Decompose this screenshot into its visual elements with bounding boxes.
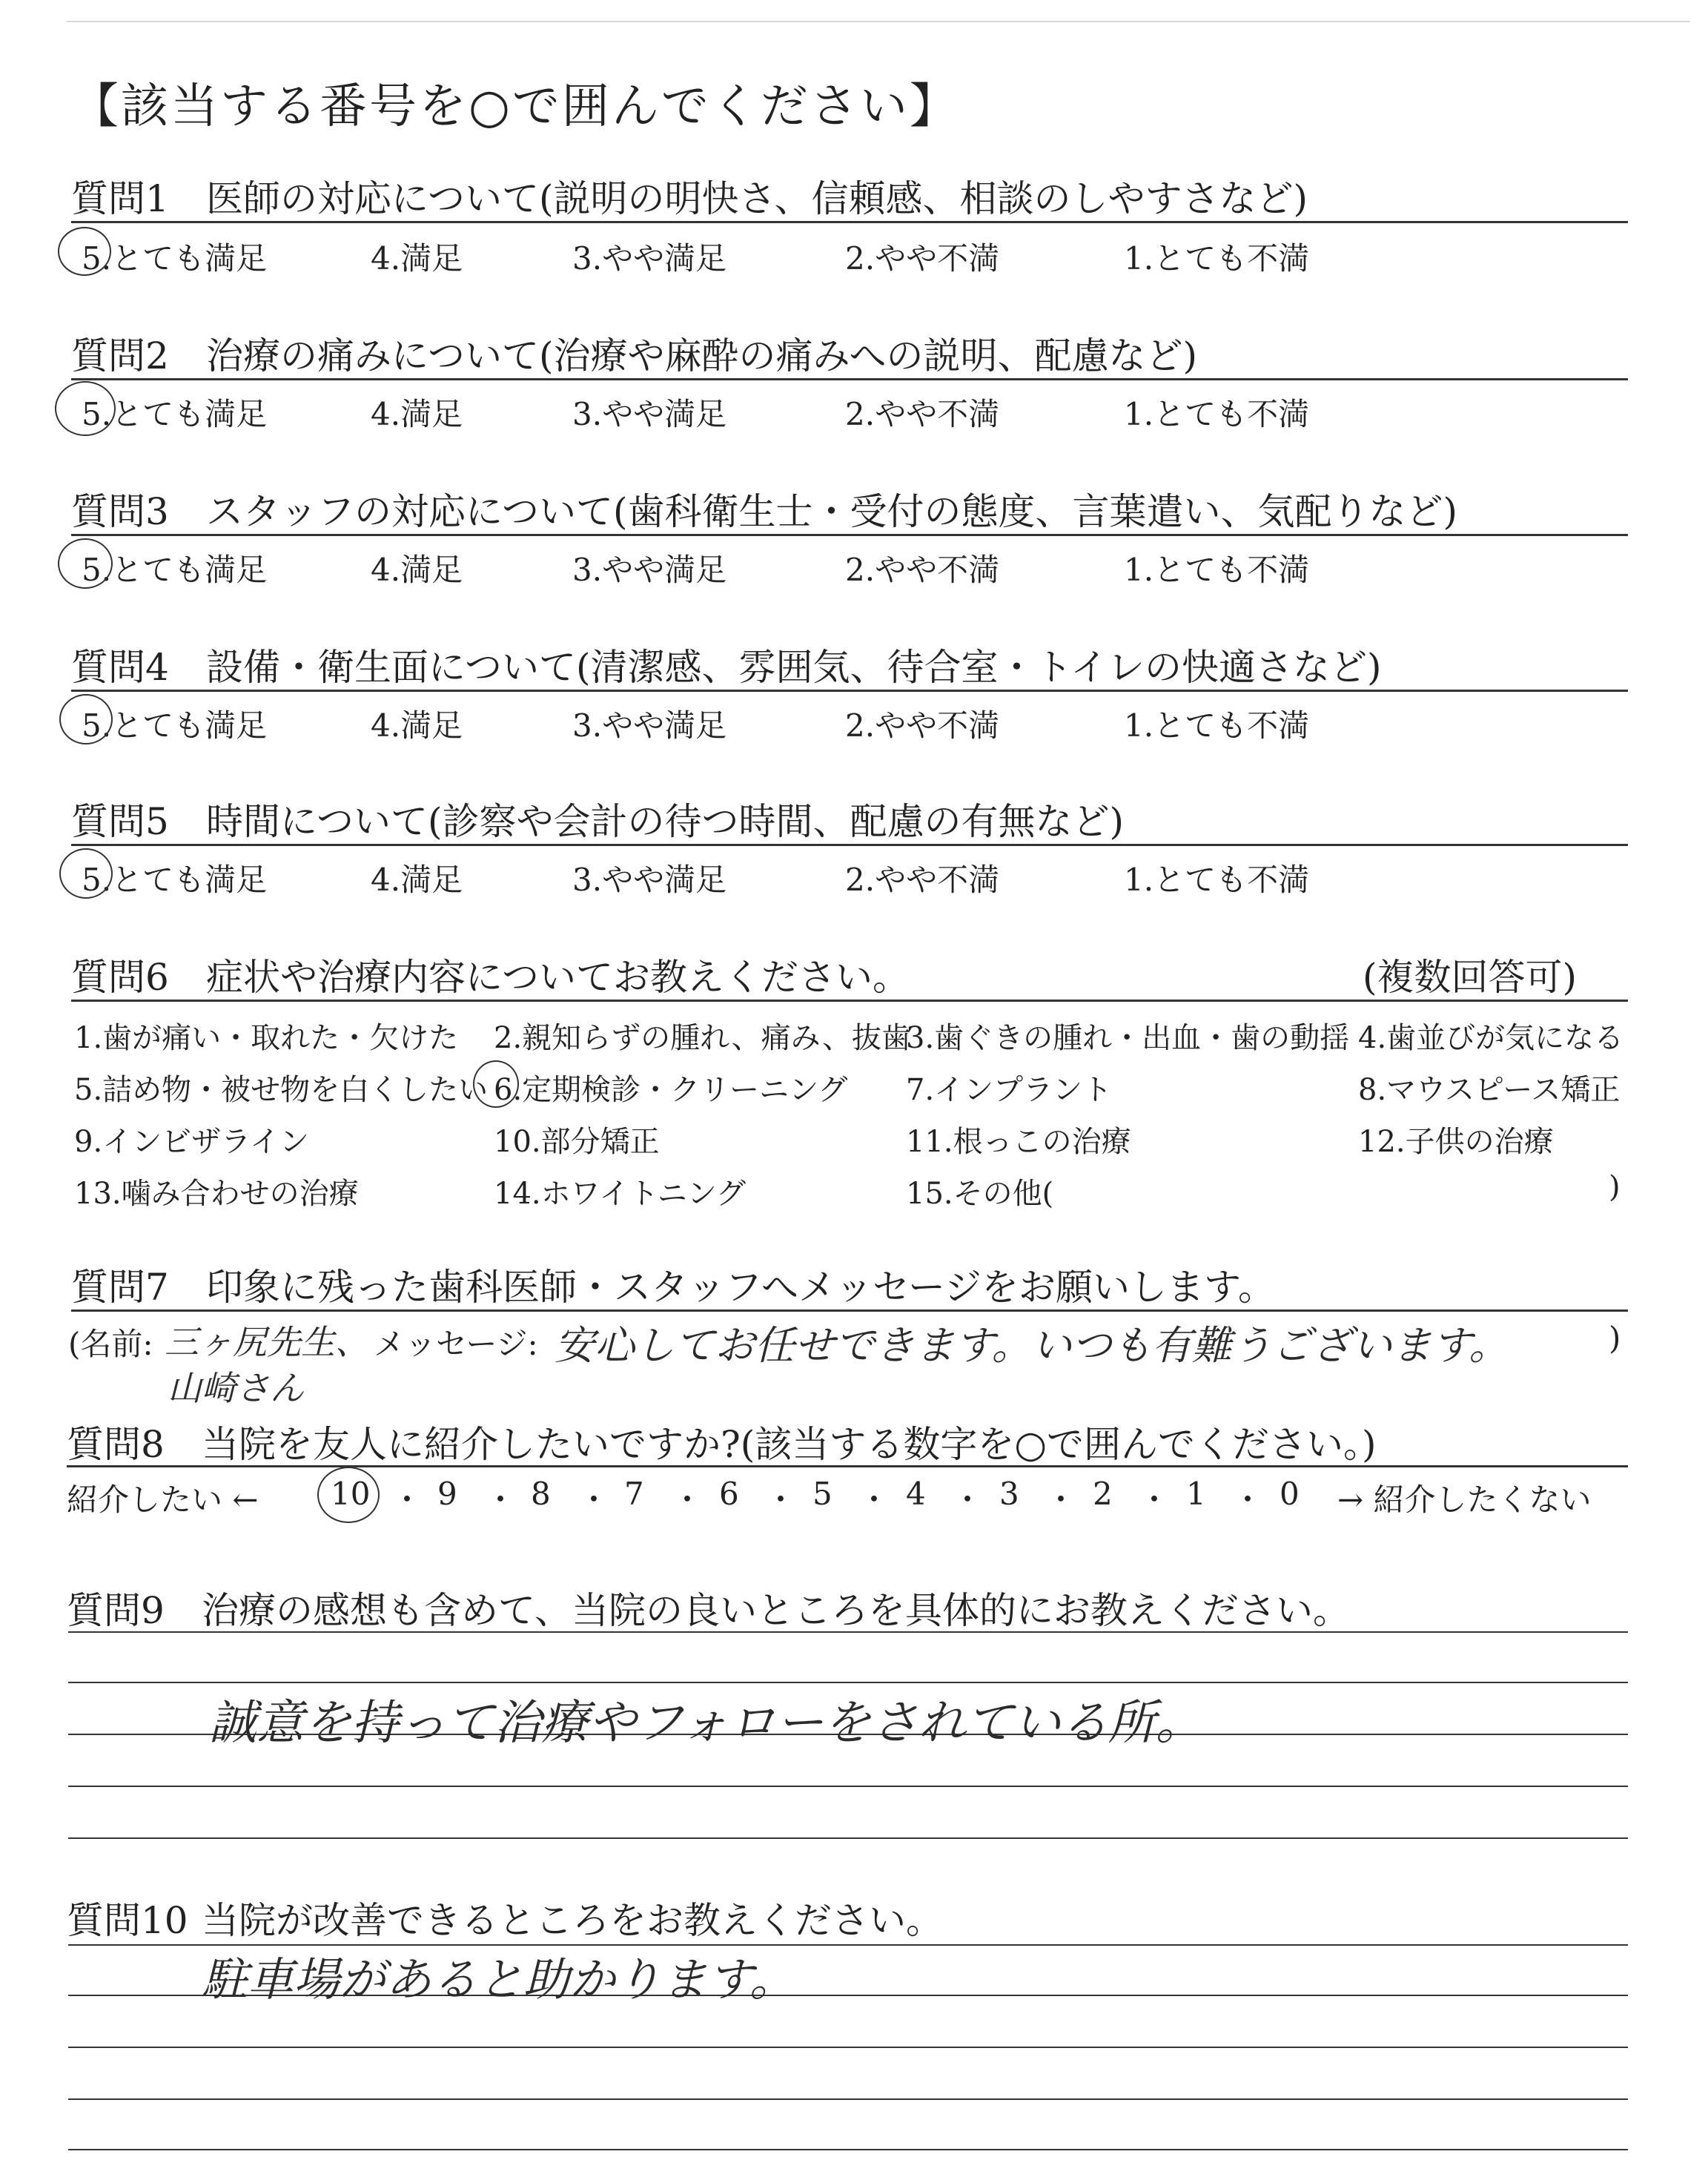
- page-title: 【該当する番号を○で囲んでください】: [71, 79, 959, 134]
- q9-rule-5: [68, 1837, 1628, 1839]
- q8-scale-3[interactable]: 3: [999, 1476, 1019, 1512]
- q1-text: 医師の対応について(説明の明快さ、信頼感、相談のしやすさなど): [206, 177, 1308, 220]
- q7-message-value[interactable]: 安心してお任せできます。いつも有難うございます。: [555, 1322, 1509, 1369]
- q1-label: 質問1: [71, 177, 169, 220]
- q4-option-4[interactable]: 4.満足: [371, 707, 463, 744]
- q6-item-9[interactable]: 9.インビザライン: [74, 1125, 309, 1159]
- q5-rule: [71, 844, 1628, 846]
- q2-option-2[interactable]: 2.やや不満: [845, 396, 1000, 432]
- q3-selection-circle: [58, 538, 113, 589]
- q1-option-4[interactable]: 4.満足: [371, 240, 463, 277]
- q6-label: 質問6: [71, 956, 169, 999]
- q8-scale-7[interactable]: 7: [624, 1476, 644, 1512]
- q10-rule-4: [68, 2098, 1628, 2100]
- q9-answer[interactable]: 誠意を持って治療やフォローをされている所。: [209, 1696, 1203, 1751]
- q3-text: スタッフの対応について(歯科衛生士・受付の態度、言葉遣い、気配りなど): [206, 490, 1458, 533]
- q8-scale-10[interactable]: 10: [331, 1476, 371, 1512]
- q8-scale-dot: ・: [1045, 1482, 1077, 1518]
- q4-option-5[interactable]: 5.とても満足: [82, 707, 268, 744]
- q8-scale-dot: ・: [672, 1482, 704, 1518]
- q8-scale-dot: ・: [485, 1482, 517, 1518]
- q6-item-6[interactable]: 6.定期検診・クリーニング: [494, 1073, 848, 1107]
- q9-rule-4: [68, 1786, 1628, 1787]
- q7-name-label: (名前:: [68, 1326, 153, 1362]
- q2-option-1[interactable]: 1.とても不満: [1124, 396, 1310, 432]
- q6-item-8[interactable]: 8.マウスピース矯正: [1358, 1073, 1621, 1107]
- q10-label: 質問10: [67, 1899, 188, 1942]
- q3-option-5[interactable]: 5.とても満足: [82, 552, 268, 588]
- q2-option-4[interactable]: 4.満足: [371, 396, 463, 432]
- q10-rule-3: [68, 2047, 1628, 2048]
- q6-item-3[interactable]: 3.歯ぐきの腫れ・出血・歯の動揺: [906, 1021, 1350, 1055]
- q1-option-2[interactable]: 2.やや不満: [845, 240, 1000, 277]
- q6-item-10[interactable]: 10.部分矯正: [494, 1125, 660, 1159]
- q3-rule: [71, 534, 1628, 536]
- q7-name-value-2[interactable]: 山崎さん: [168, 1368, 304, 1408]
- top-border: [67, 21, 1690, 22]
- q5-option-1[interactable]: 1.とても不満: [1124, 862, 1310, 898]
- q3-label: 質問3: [71, 490, 169, 533]
- q4-text: 設備・衛生面について(清潔感、雰囲気、待合室・トイレの快適さなど): [206, 646, 1382, 689]
- q5-option-5[interactable]: 5.とても満足: [82, 862, 268, 898]
- q2-label: 質問2: [71, 334, 169, 377]
- q6-item-13[interactable]: 13.噛み合わせの治療: [74, 1177, 359, 1211]
- q5-option-2[interactable]: 2.やや不満: [845, 862, 1000, 898]
- q8-scale-6[interactable]: 6: [719, 1476, 739, 1512]
- q6-item-15[interactable]: 15.その他(: [906, 1177, 1054, 1211]
- q2-rule: [71, 378, 1628, 380]
- q8-scale-2[interactable]: 2: [1093, 1476, 1113, 1512]
- q6-item-11[interactable]: 11.根っこの治療: [906, 1125, 1131, 1159]
- q4-option-2[interactable]: 2.やや不満: [845, 707, 1000, 744]
- q7-label: 質問7: [71, 1266, 169, 1309]
- q6-item-2[interactable]: 2.親知らずの腫れ、痛み、抜歯: [494, 1021, 911, 1055]
- q2-option-5[interactable]: 5.とても満足: [82, 396, 268, 432]
- q7-name-value[interactable]: 三ヶ尻先生、: [165, 1322, 369, 1362]
- q3-option-3[interactable]: 3.やや満足: [572, 552, 727, 588]
- q6-item-12[interactable]: 12.子供の治療: [1358, 1125, 1554, 1159]
- q6-item-4[interactable]: 4.歯並びが気になる: [1358, 1021, 1624, 1055]
- q1-option-1[interactable]: 1.とても不満: [1124, 240, 1310, 277]
- q1-rule: [71, 221, 1628, 223]
- q1-selection-circle: [58, 227, 111, 276]
- q8-selection-circle: [317, 1467, 380, 1523]
- q8-scale-8[interactable]: 8: [531, 1476, 551, 1512]
- q7-message-label: メッセージ:: [374, 1326, 538, 1362]
- q6-item-14[interactable]: 14.ホワイトニング: [494, 1177, 747, 1211]
- q8-scale-dot: ・: [858, 1482, 890, 1518]
- q8-scale-4[interactable]: 4: [906, 1476, 926, 1512]
- q1-option-5[interactable]: 5.とても満足: [82, 240, 268, 277]
- q6-rule: [71, 1000, 1628, 1002]
- q8-scale-dot: ・: [578, 1482, 610, 1518]
- q8-scale-9[interactable]: 9: [437, 1476, 457, 1512]
- q5-selection-circle: [59, 848, 113, 899]
- q7-text: 印象に残った歯科医師・スタッフへメッセージをお願いします。: [206, 1266, 1275, 1309]
- q2-option-3[interactable]: 3.やや満足: [572, 396, 727, 432]
- q8-scale-dot: ・: [952, 1482, 984, 1518]
- q4-selection-circle: [59, 694, 113, 744]
- q5-text: 時間について(診察や会計の待つ時間、配慮の有無など): [206, 800, 1125, 843]
- q9-label: 質問9: [67, 1589, 165, 1632]
- q3-option-2[interactable]: 2.やや不満: [845, 552, 1000, 588]
- q10-rule-5: [68, 2149, 1628, 2150]
- q6-item-7[interactable]: 7.インプラント: [906, 1073, 1113, 1107]
- q3-option-4[interactable]: 4.満足: [371, 552, 463, 588]
- q9-rule-1: [68, 1631, 1628, 1633]
- q1-option-3[interactable]: 3.やや満足: [572, 240, 727, 277]
- q8-rule: [67, 1465, 1628, 1467]
- q8-scale-5[interactable]: 5: [812, 1476, 833, 1512]
- q4-rule: [71, 690, 1628, 692]
- q5-option-3[interactable]: 3.やや満足: [572, 862, 727, 898]
- q8-scale-1[interactable]: 1: [1186, 1476, 1206, 1512]
- q5-option-4[interactable]: 4.満足: [371, 862, 463, 898]
- q8-scale-0[interactable]: 0: [1280, 1476, 1300, 1512]
- q5-label: 質問5: [71, 800, 169, 843]
- q8-scale-dot: ・: [391, 1482, 423, 1518]
- q7-close: ): [1609, 1320, 1621, 1356]
- q2-text: 治療の痛みについて(治療や麻酔の痛みへの説明、配慮など): [206, 334, 1198, 377]
- q10-answer[interactable]: 駐車場があると助かります。: [202, 1952, 796, 2007]
- q8-scale-dot: ・: [1232, 1482, 1264, 1518]
- q8-right-label: → 紹介したくない: [1337, 1482, 1592, 1518]
- q8-scale-dot: ・: [765, 1482, 797, 1518]
- q9-text: 治療の感想も含めて、当院の良いところを具体的にお教えください。: [202, 1589, 1350, 1632]
- q4-option-3[interactable]: 3.やや満足: [572, 707, 727, 744]
- q6-item-5[interactable]: 5.詰め物・被せ物を白くしたい: [74, 1073, 489, 1107]
- q8-left-label: 紹介したい ←: [67, 1482, 259, 1518]
- q10-text: 当院が改善できるところをお教えください。: [202, 1899, 943, 1942]
- q6-item-1[interactable]: 1.歯が痛い・取れた・欠けた: [74, 1021, 459, 1055]
- q8-label: 質問8: [67, 1423, 165, 1466]
- q8-scale-dot: ・: [1139, 1482, 1171, 1518]
- q9-rule-2: [68, 1682, 1628, 1683]
- q6-text: 症状や治療内容についてお教えください。: [206, 956, 910, 999]
- q4-option-1[interactable]: 1.とても不満: [1124, 707, 1310, 744]
- q6-item-15-close: ): [1609, 1170, 1621, 1204]
- q6-note: (複数回答可): [1363, 956, 1578, 999]
- q2-selection-circle: [55, 381, 116, 436]
- q3-option-1[interactable]: 1.とても不満: [1124, 552, 1310, 588]
- q8-text: 当院を友人に紹介したいですか?(該当する数字を○で囲んでください。): [202, 1423, 1377, 1466]
- q7-rule: [71, 1309, 1628, 1312]
- q4-label: 質問4: [71, 646, 169, 689]
- q6-selection-circle: [473, 1060, 519, 1108]
